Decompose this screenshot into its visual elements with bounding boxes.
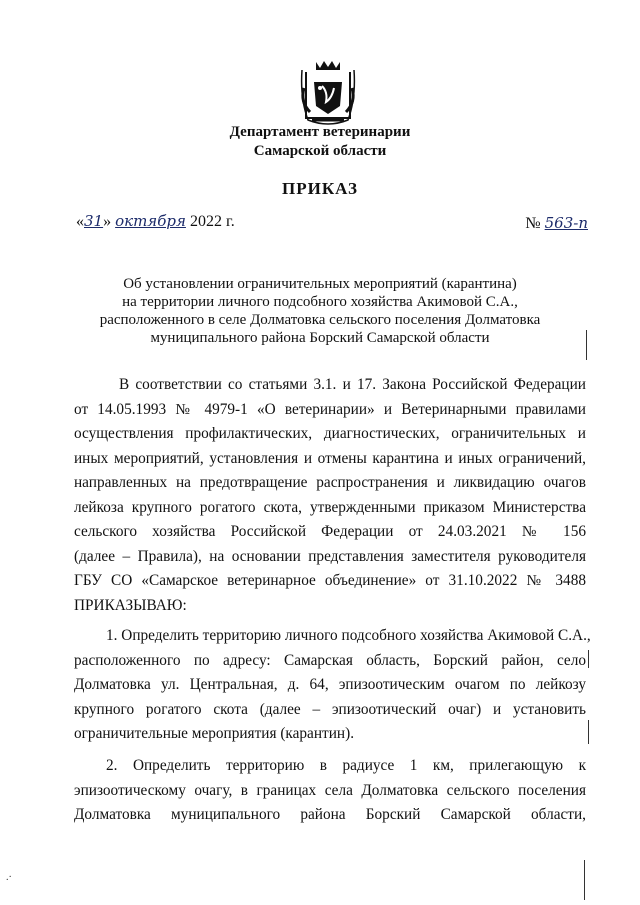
date-close-quote: » [103,213,112,230]
subject-line: муниципального района Борский Самарской области [150,330,490,346]
samara-coat-of-arms-icon [298,58,358,126]
department-name-line1: Департамент ветеринарии [229,124,411,140]
date-day: 31 [84,212,104,230]
subject-line: расположенного в селе Долматовка сельского поселения Долматовка [99,312,541,328]
paragraph-line: сельского хозяйства Российской Федерации от 24.03.2021 № 156 [74,523,586,540]
scan-margin-mark [588,650,589,668]
scan-margin-mark [584,860,585,900]
paragraph-line: ГБУ СО «Самарское ветеринарное объединение» от 31.10.2022 № 3488 [74,572,586,589]
item-2-paragraph [74,754,586,828]
paragraph-line: эпизоотическому очагу, в границах села Долматовка сельского поселения [74,781,586,799]
paragraph-line: иных мероприятий, установления и отмены карантина и иных ограничений, [74,449,586,467]
paragraph-line: Долматовка муниципального района Борский Самарской области, [74,806,586,823]
paragraph-line: Долматовка ул. Центральная, д. 64, эпизоотическим очагом по лейкозу [74,676,586,693]
paragraph-line: (далее – Правила), на основании представления заместителя руководителя [74,547,586,565]
order-subject [0,275,640,347]
paragraph-line: ограничительные мероприятия (карантин). [74,725,355,742]
order-date [76,212,235,231]
paragraph-line: 1. Определить территорию личного подсобного хозяйства Акимовой С.А., [106,627,591,644]
paragraph-line: направленных на предотвращение распространения и ликвидацию очагов [74,474,586,491]
item-1-paragraph [74,624,591,747]
date-month: октября [115,212,186,230]
date-year: 2022 г. [189,213,235,230]
order-keyword: ПРИКАЗЫВАЮ: [74,596,187,614]
paragraph-line: В соответствии со статьями 3.1. и 17. Закона Российской Федерации [119,376,586,393]
order-number [525,214,588,233]
paragraph-line: 2. Определить территорию в радиусе 1 км, прилегающую к [106,757,586,774]
date-open-quote: « [76,213,84,230]
preamble-paragraph [74,373,586,618]
paragraph-line: крупного рогатого скота (далее – эпизоотический очаг) и установить [74,700,586,718]
paragraph-line: от 14.05.1993 № 4979-1 «О ветеринарии» и Ветеринарными правилами [74,400,586,418]
department-name-line2: Самарской области [253,143,387,159]
paragraph-line: лейкоза крупного рогатого скота, утвержденными приказом Министерства [74,498,586,516]
paragraph-line: осуществления профилактических, диагностических, ограничительных и [74,425,586,442]
scan-margin-mark [588,720,589,744]
subject-line: на территории личного подсобного хозяйства Акимовой С.А., [122,294,518,310]
number-prefix: № [525,215,541,232]
document-title: ПРИКАЗ [282,179,358,198]
number-value: 563-п [544,214,588,232]
scan-speck: .· [6,872,12,883]
subject-line: Об установлении ограничительных мероприятий (карантина) [123,276,517,292]
paragraph-line: расположенного по адресу: Самарская область, Борский район, село [74,651,586,669]
scan-margin-mark [586,330,587,360]
